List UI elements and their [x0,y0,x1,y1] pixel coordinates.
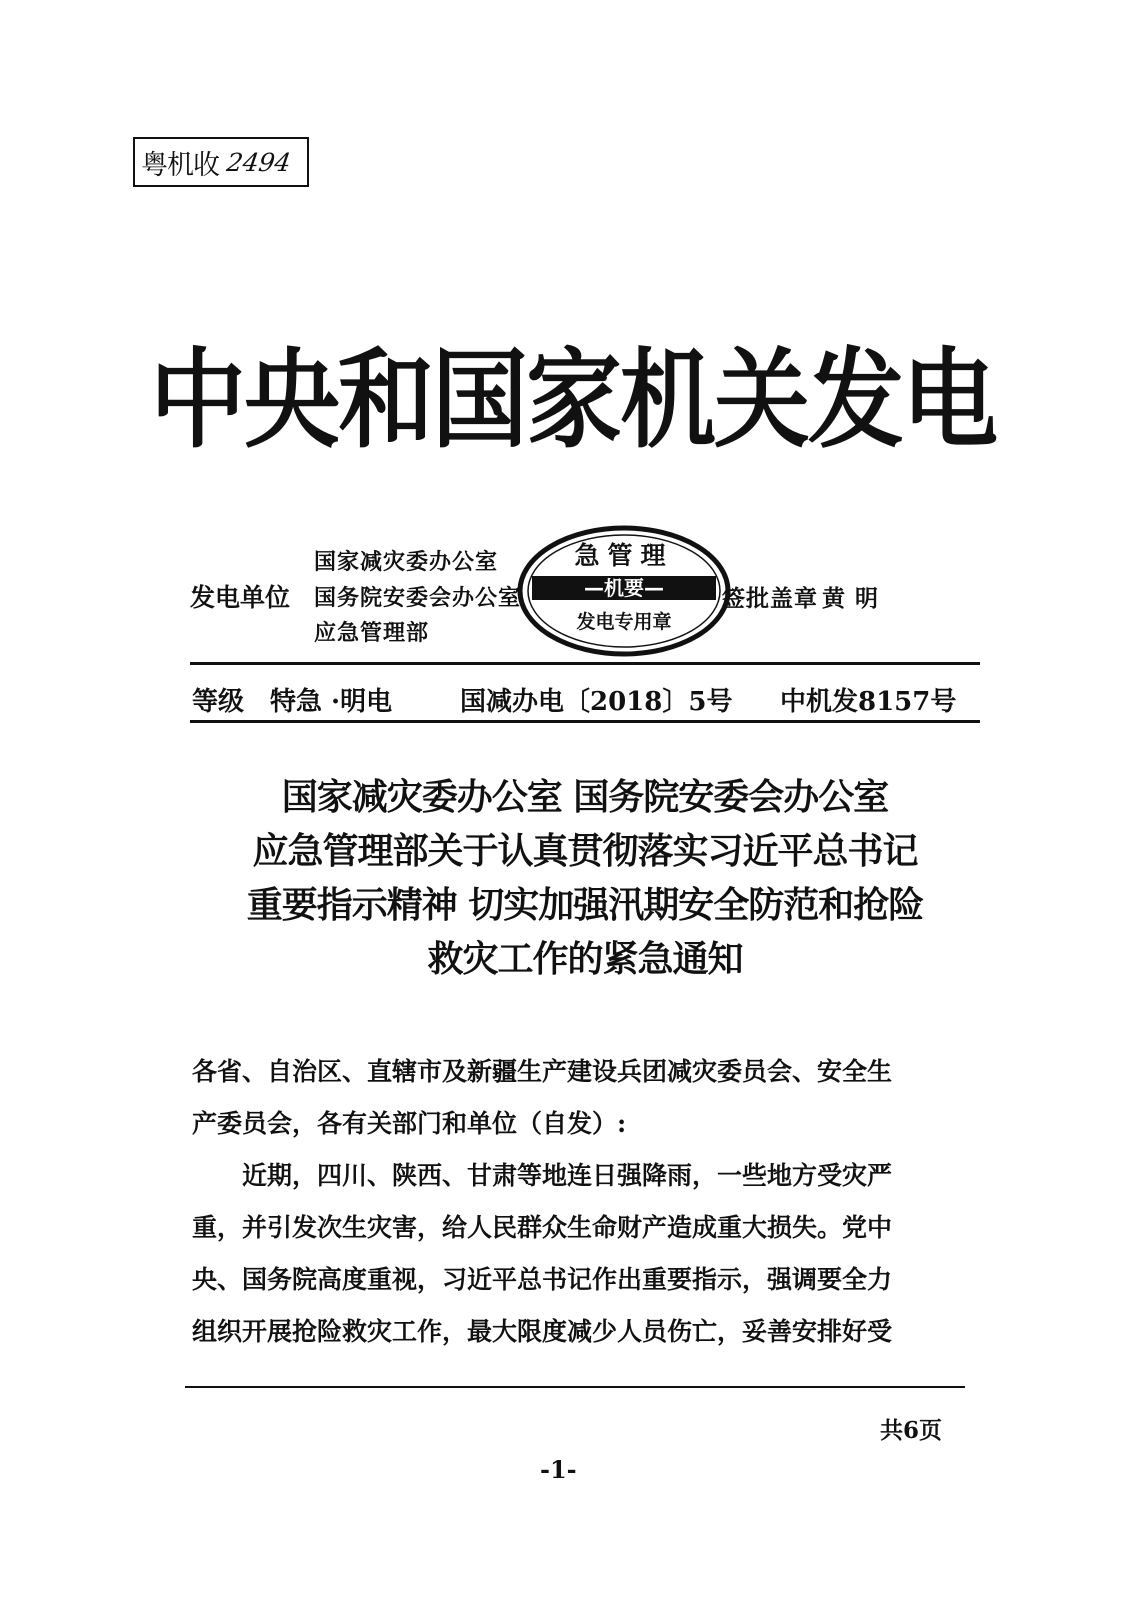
heading-line: 应急管理部关于认真贯彻落实习近平总书记 [252,831,918,872]
approver-label: 签批盖章 [722,585,818,612]
sender-unit-1: 国家减灾委办公室 [314,549,499,575]
sender-unit-3: 应急管理部 [314,620,430,646]
sender-unit-2: 国务院安委会办公室 [314,585,522,611]
received-stamp [133,137,309,187]
footer-rule [185,1386,965,1388]
classification-row [192,677,982,721]
heading-line: 重要指示精神 切实加强汛期安全防范和抢险 [246,885,924,926]
document-title: 中央和国家机关发电 [150,337,996,463]
seal-top-text: 急管理 [574,541,674,570]
grade-label: 等级 [192,687,245,717]
page-total: 共6页 [880,1417,943,1444]
document-number: 国减办电〔2018〕5号 [460,687,733,717]
body-line: 央、国务院高度重视，习近平总书记作出重要指示，强调要全力 [192,1265,893,1294]
body-line: 组织开展抢险救灾工作，最大限度减少人员伤亡，妥善安排好受 [192,1317,893,1346]
top-rule [190,662,980,665]
heading-line: 国家减灾委办公室 国务院安委会办公室 [281,777,889,818]
heading-line: 救灾工作的紧急通知 [427,939,743,980]
page-number: -1- [540,1455,577,1484]
sender-label: 发电单位 [190,583,291,612]
approver-name: 黄 明 [822,585,880,612]
seal-bottom-text: 发电专用章 [576,611,672,633]
body-line: 产委员会，各有关部门和单位（自发）: [192,1109,627,1138]
body-line: 近期，四川、陕西、甘肃等地连日强降雨，一些地方受灾严 [242,1161,893,1190]
notice-heading [180,771,990,987]
central-number: 中机发8157号 [780,687,957,717]
official-seal [514,522,734,660]
grade-value: 特急 ·明电 [270,687,393,717]
received-stamp-label: 粤机收 [141,149,219,181]
seal-band-text: —机要— [584,576,664,600]
body-line: 各省、自治区、直辖市及新疆生产建设兵团减灾委员会、安全生 [192,1057,893,1086]
notice-body [192,1046,972,1358]
received-stamp-number: 2494 [224,147,293,177]
body-line: 重，并引发次生灾害，给人民群众生命财产造成重大损失。党中 [192,1213,893,1242]
